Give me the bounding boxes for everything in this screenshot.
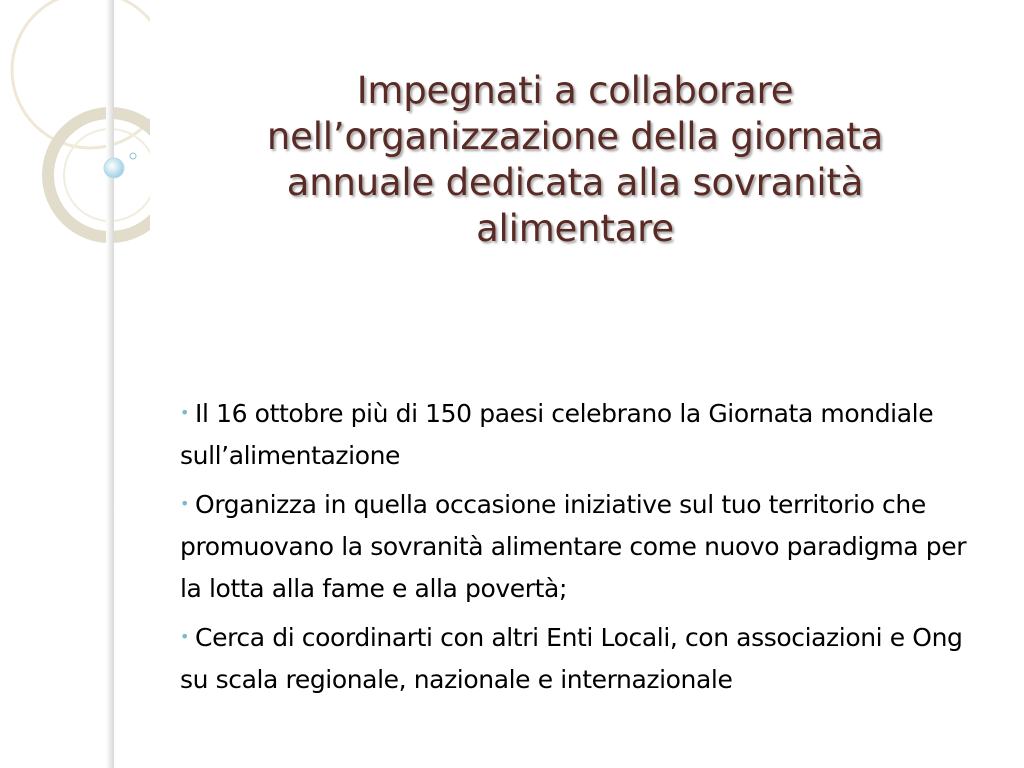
bullet-item — [180, 483, 990, 616]
bullet-dot-icon: • — [180, 494, 190, 513]
decorative-rings — [0, 0, 150, 768]
bullet-text: Cerca di coordinarti con altri Enti Locali, con associazioni e Ong su scala regionale, nazionale e internazionale — [180, 623, 963, 694]
blue-dot — [104, 158, 124, 178]
slide-title — [180, 68, 970, 252]
bullet-item — [180, 616, 990, 707]
title-line: Impegnati a collaborare — [356, 69, 794, 112]
small-circle-icon — [130, 153, 136, 159]
title-line: alimentare — [476, 206, 674, 250]
bullet-text: Il 16 ottobre più di 150 paesi celebrano la Giornata mondiale sull’alimentazione — [180, 399, 934, 470]
bullet-item — [180, 392, 990, 483]
title-line: nell’organizzazione della giornata — [266, 114, 884, 158]
title-line: annuale dedicata alla sovranità — [286, 160, 864, 204]
bullet-text: Organizza in quella occasione iniziative sul tuo territorio che promuovano la sovranità alimentare come nuovo paradigma per la lotta alla fame e alla povertà; — [180, 490, 967, 603]
vertical-bar — [106, 0, 114, 768]
bullet-dot-icon: • — [180, 403, 190, 422]
bullet-list — [180, 392, 990, 707]
bullet-dot-icon: • — [180, 627, 190, 646]
